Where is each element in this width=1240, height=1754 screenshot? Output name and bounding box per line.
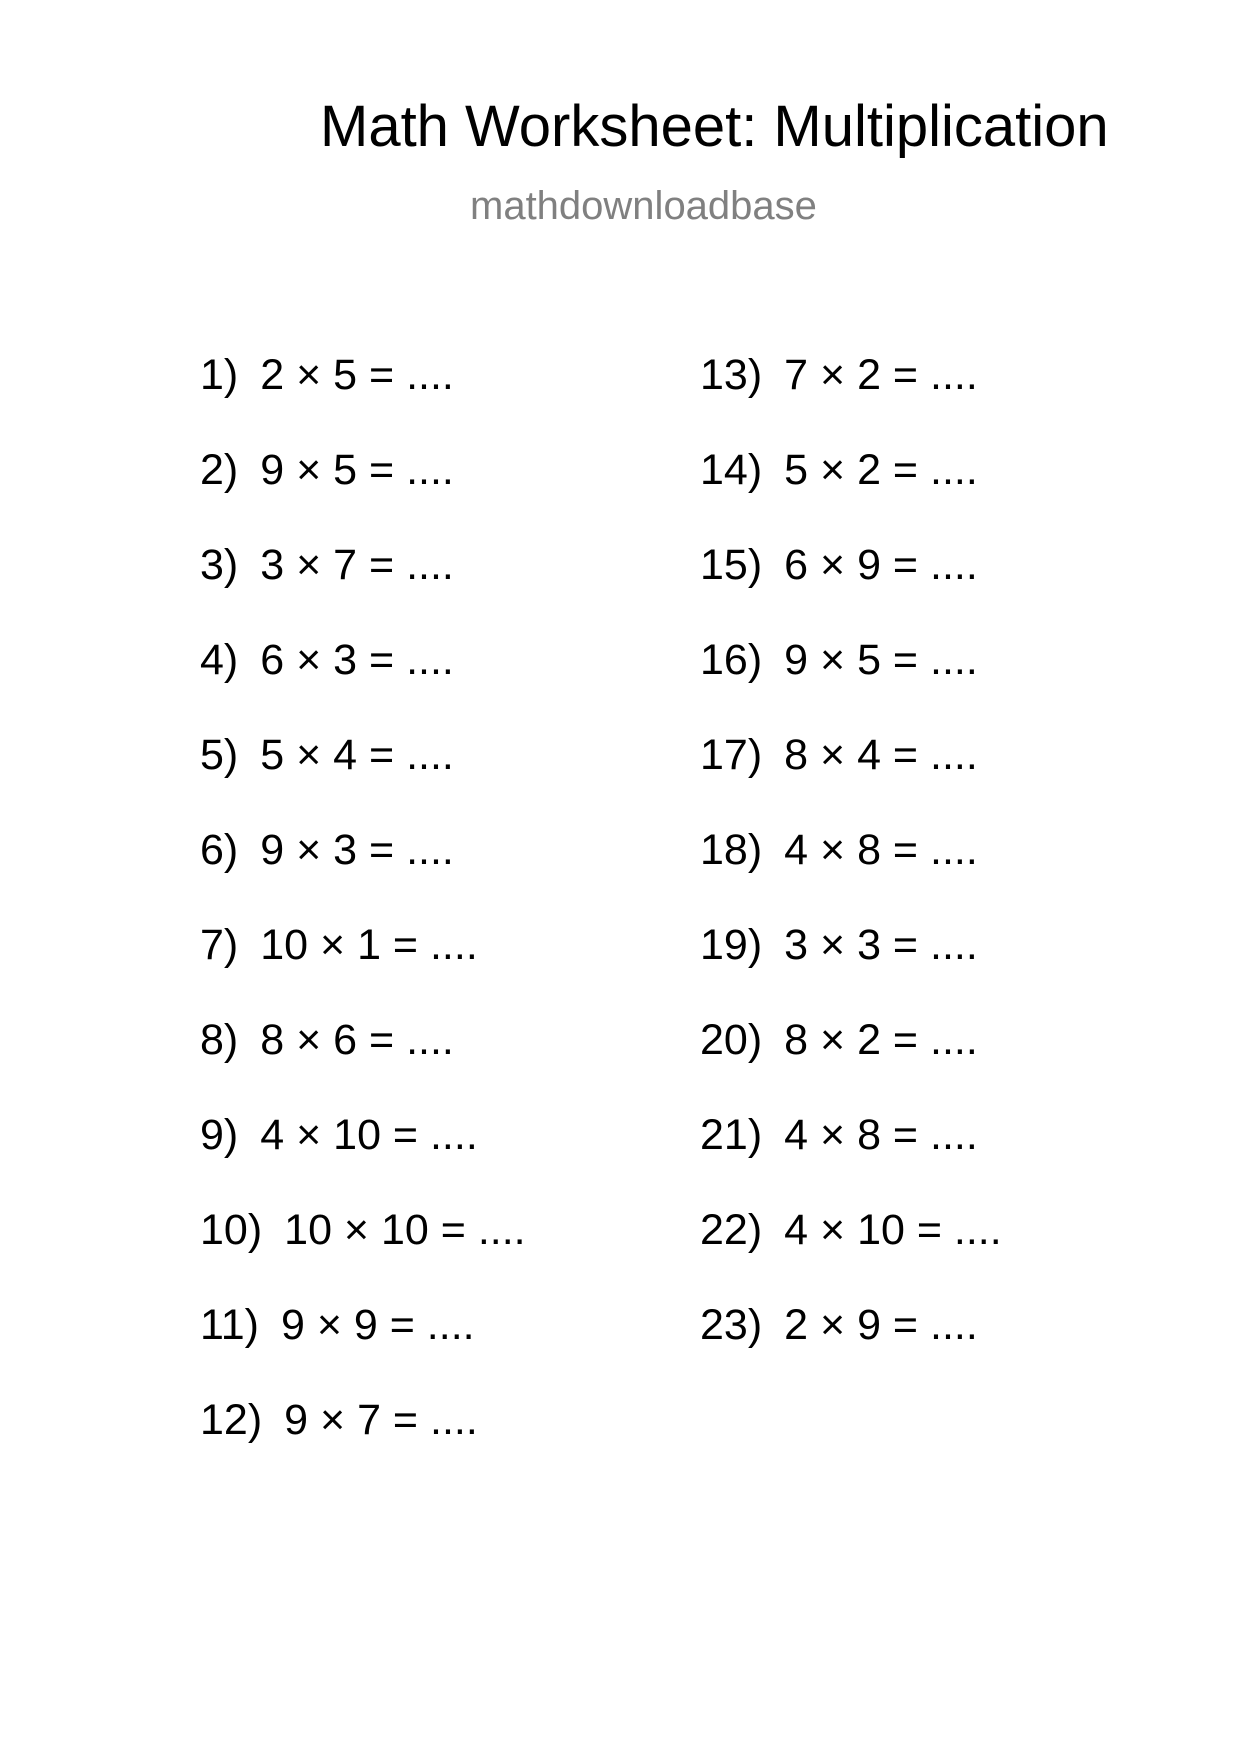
problem-expression: 8 × 4 = .... — [784, 731, 978, 779]
problem-expression: 7 × 2 = .... — [784, 351, 978, 399]
problem-number: 1) — [200, 351, 239, 399]
problem-item — [200, 1301, 526, 1399]
problem-item — [700, 731, 1002, 829]
problem-expression: 9 × 9 = .... — [280, 1301, 475, 1349]
problem-number: 16) — [700, 636, 763, 684]
problem-item — [700, 1301, 1002, 1399]
problem-expression: 9 × 7 = .... — [284, 1396, 478, 1444]
problem-number: 17) — [700, 731, 763, 779]
problem-expression: 5 × 2 = .... — [784, 446, 978, 494]
problem-item — [200, 541, 526, 639]
problem-column-left — [200, 351, 526, 1494]
problem-expression: 6 × 3 = .... — [260, 636, 454, 684]
problem-expression: 3 × 3 = .... — [784, 921, 978, 969]
problem-number: 2) — [200, 446, 239, 494]
problem-number: 11) — [200, 1301, 259, 1349]
problem-item — [700, 1206, 1002, 1304]
problem-item — [700, 1111, 1002, 1209]
problem-number: 9) — [200, 1111, 239, 1159]
problem-item — [200, 1016, 526, 1114]
problem-item — [700, 1016, 1002, 1114]
worksheet-source: mathdownloadbase — [470, 184, 817, 228]
problem-item — [700, 921, 1002, 1019]
problem-expression: 9 × 5 = .... — [784, 636, 978, 684]
problem-expression: 2 × 5 = .... — [260, 351, 454, 399]
problem-number: 19) — [700, 921, 763, 969]
problem-number: 10) — [200, 1206, 263, 1254]
problem-item — [200, 921, 526, 1019]
problem-number: 21) — [700, 1111, 763, 1159]
problem-item — [700, 351, 1002, 449]
problem-number: 12) — [200, 1396, 263, 1444]
problem-item — [700, 446, 1002, 544]
problem-expression: 8 × 2 = .... — [784, 1016, 978, 1064]
problem-item — [200, 1206, 526, 1304]
problem-column-right — [700, 351, 1002, 1399]
problem-item — [700, 541, 1002, 639]
problem-expression: 4 × 8 = .... — [784, 826, 978, 874]
problem-number: 7) — [200, 921, 239, 969]
problem-number: 4) — [200, 636, 239, 684]
problem-number: 22) — [700, 1206, 763, 1254]
problem-expression: 9 × 3 = .... — [260, 826, 454, 874]
problem-number: 18) — [700, 826, 763, 874]
worksheet-title: Math Worksheet: Multiplication — [320, 94, 1109, 159]
problem-number: 13) — [700, 351, 763, 399]
problem-item — [200, 351, 526, 449]
problem-number: 20) — [700, 1016, 763, 1064]
problem-expression: 4 × 10 = .... — [784, 1206, 1002, 1254]
problem-item — [200, 1111, 526, 1209]
problem-number: 5) — [200, 731, 239, 779]
problem-item — [200, 1396, 526, 1494]
problem-number: 14) — [700, 446, 763, 494]
problem-number: 8) — [200, 1016, 239, 1064]
problem-item — [200, 636, 526, 734]
problem-number: 6) — [200, 826, 239, 874]
problem-item — [700, 826, 1002, 924]
problem-number: 15) — [700, 541, 763, 589]
problem-item — [200, 826, 526, 924]
problem-expression: 9 × 5 = .... — [260, 446, 454, 494]
problem-item — [200, 731, 526, 829]
problem-expression: 10 × 10 = .... — [284, 1206, 526, 1254]
problem-expression: 6 × 9 = .... — [784, 541, 978, 589]
problem-item — [700, 636, 1002, 734]
problem-expression: 3 × 7 = .... — [260, 541, 454, 589]
problem-expression: 5 × 4 = .... — [260, 731, 454, 779]
problem-expression: 2 × 9 = .... — [784, 1301, 978, 1349]
problem-expression: 10 × 1 = .... — [260, 921, 478, 969]
problem-expression: 4 × 10 = .... — [260, 1111, 478, 1159]
problem-number: 23) — [700, 1301, 763, 1349]
problem-item — [200, 446, 526, 544]
problem-number: 3) — [200, 541, 239, 589]
problem-expression: 8 × 6 = .... — [260, 1016, 454, 1064]
problem-expression: 4 × 8 = .... — [784, 1111, 978, 1159]
